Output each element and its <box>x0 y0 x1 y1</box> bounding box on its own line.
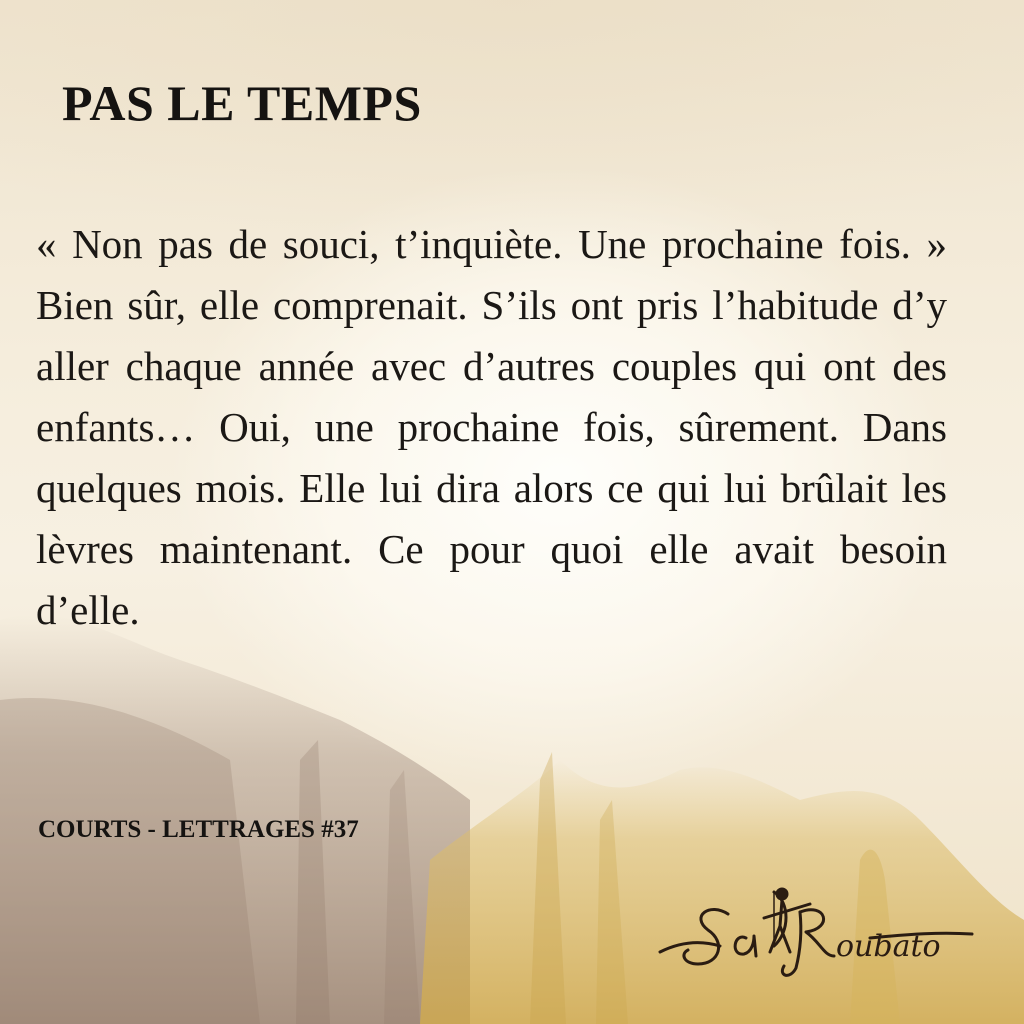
story-text: « Non pas de souci, t’inquiète. Une prochaine fois. » Bien sûr, elle comprenait. S’ils ont pris l’habitude d’y aller chaque année avec d’autres couples qui ont des enfants… Oui, une prochaine fois, sûrement. Dans quelques mois. Elle lui dira alors ce qui lui brûlait les lèvres maintenant. Ce pour quoi elle avait besoin d’elle. <box>36 221 947 633</box>
story-title: PAS LE TEMPS <box>62 75 422 131</box>
svg-text:oubato: oubato <box>836 929 941 964</box>
series-label: COURTS - LETTRAGES #37 <box>38 816 359 843</box>
signature-logo <box>650 872 980 992</box>
